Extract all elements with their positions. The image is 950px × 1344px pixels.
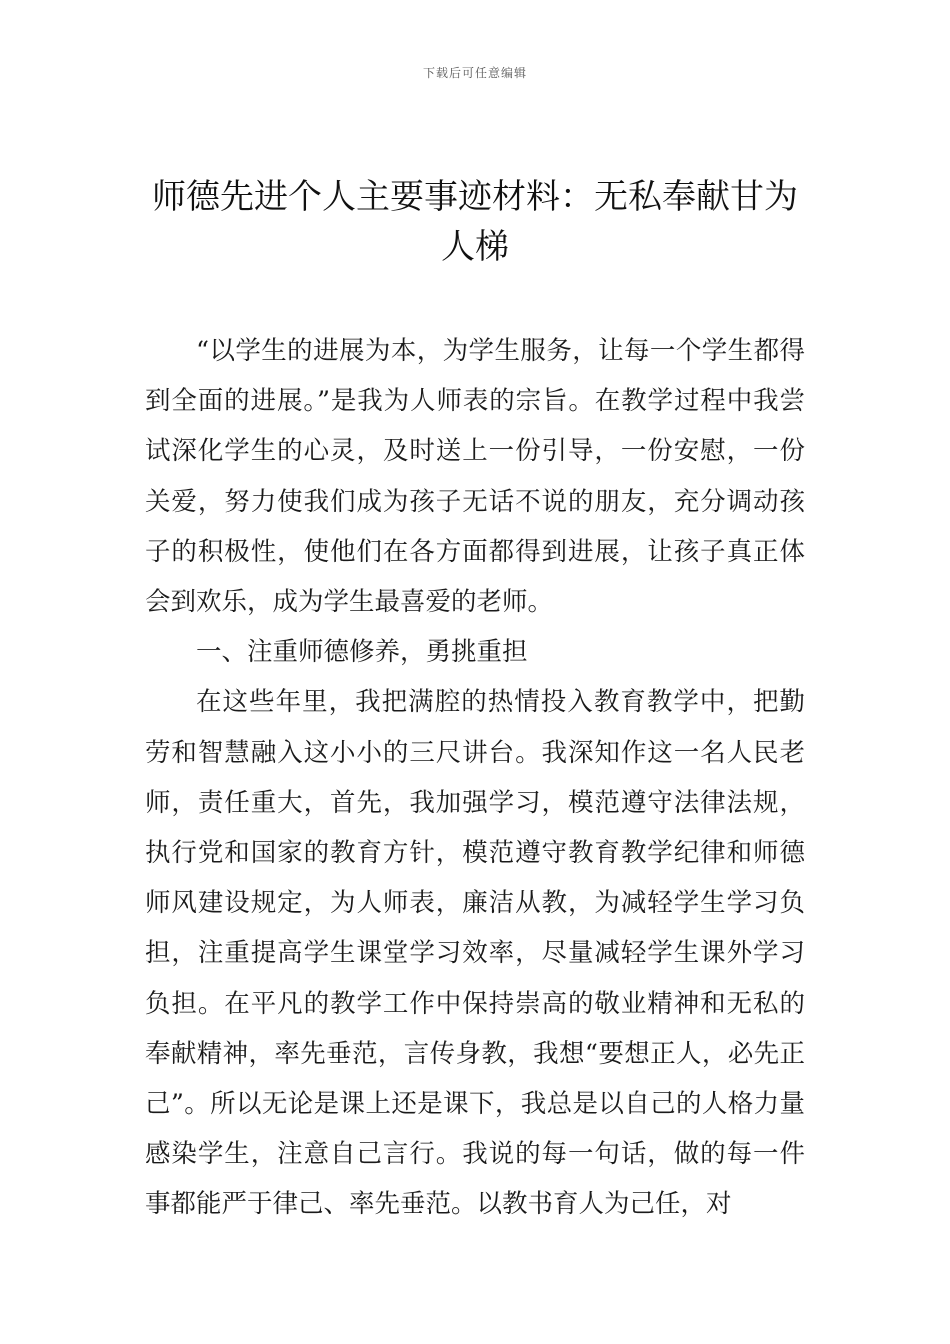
document-body [145,326,805,1230]
paragraph-intro: “以学生的进展为本，为学生服务，让每一个学生都得到全面的进展。”是我为人师表的宗旨。在教学过程中我尝试深化学生的心灵，及时送上一份引导，一份安慰，一份关爱，努力使我们成为孩子无话不说的朋友，充分调动孩子的积极性，使他们在各方面都得到进展，让孩子真正体会到欢乐，成为学生最喜爱的老师。 [145,336,805,618]
section-heading: 一、注重师德修养，勇挑重担 [196,637,528,668]
paragraph-section-one: 在这些年里，我把满腔的热情投入教育教学中，把勤劳和智慧融入这小小的三尺讲台。我深知作这一名人民老师，责任重大，首先，我加强学习，模范遵守法律法规，执行党和国家的教育方针，模范遵守教育教学纪律和师德师风建设规定，为人师表，廉洁从教，为减轻学生学习负担，注重提高学生课堂学习效率，尽量减轻学生课外学习负担。在平凡的教学工作中保持崇高的敬业精神和无私的奉献精神，率先垂范，言传身教，我想“要想正人，必先正己”。所以无论是课上还是课下，我总是以自己的人格力量感染学生，注意自己言行。我说的每一句话，做的每一件事都能严于律己、率先垂范。以教书育人为己任，对 [145,687,805,1220]
document-title: 师德先进个人主要事迹材料：无私奉献甘为人梯 [152,177,798,267]
header-note: 下载后可任意编辑 [422,66,527,80]
